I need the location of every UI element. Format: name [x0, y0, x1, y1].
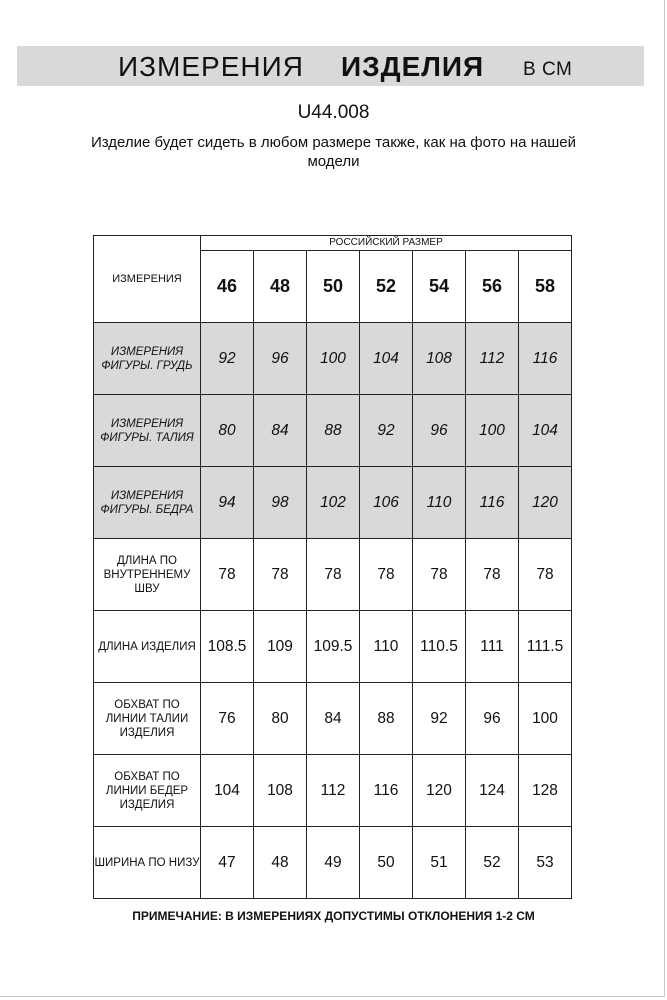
value-cell: 100 [307, 323, 360, 395]
value-cell: 110 [360, 611, 413, 683]
table-row [94, 683, 572, 755]
row-label: ИЗМЕРЕНИЯ ФИГУРЫ. БЕДРА [94, 467, 201, 539]
value-cell: 112 [307, 755, 360, 827]
fit-description: Изделие будет сидеть в любом размере также, как на фото на нашей модели [90, 134, 577, 170]
value-cell: 76 [201, 683, 254, 755]
value-cell: 88 [307, 395, 360, 467]
value-cell: 104 [201, 755, 254, 827]
table-row [94, 755, 572, 827]
value-cell: 78 [519, 539, 572, 611]
row-label: ИЗМЕРЕНИЯ ФИГУРЫ. ГРУДЬ [94, 323, 201, 395]
value-cell: 51 [413, 827, 466, 899]
row-label: ДЛИНА ПО ВНУТРЕННЕМУ ШВУ [94, 539, 201, 611]
value-cell: 104 [360, 323, 413, 395]
value-cell: 116 [466, 467, 519, 539]
value-cell: 49 [307, 827, 360, 899]
value-cell: 109 [254, 611, 307, 683]
measurements-column-header: ИЗМЕРЕНИЯ [94, 236, 201, 323]
row-label: ДЛИНА ИЗДЕЛИЯ [94, 611, 201, 683]
value-cell: 96 [466, 683, 519, 755]
value-cell: 111.5 [519, 611, 572, 683]
value-cell: 108.5 [201, 611, 254, 683]
row-label: ИЗМЕРЕНИЯ ФИГУРЫ. ТАЛИЯ [94, 395, 201, 467]
value-cell: 110.5 [413, 611, 466, 683]
table-row [94, 827, 572, 899]
value-cell: 104 [519, 395, 572, 467]
value-cell: 80 [201, 395, 254, 467]
value-cell: 106 [360, 467, 413, 539]
value-cell: 128 [519, 755, 572, 827]
value-cell: 53 [519, 827, 572, 899]
size-header-46: 46 [201, 251, 254, 323]
value-cell: 92 [201, 323, 254, 395]
size-header-58: 58 [519, 251, 572, 323]
table-row [94, 539, 572, 611]
value-cell: 48 [254, 827, 307, 899]
value-cell: 108 [254, 755, 307, 827]
value-cell: 100 [519, 683, 572, 755]
value-cell: 102 [307, 467, 360, 539]
value-cell: 120 [519, 467, 572, 539]
value-cell: 78 [413, 539, 466, 611]
size-header-56: 56 [466, 251, 519, 323]
row-label: ШИРИНА ПО НИЗУ [94, 827, 201, 899]
size-header-50: 50 [307, 251, 360, 323]
value-cell: 111 [466, 611, 519, 683]
title-word-item: ИЗДЕЛИЯ [341, 51, 485, 82]
size-table [93, 235, 572, 899]
table-row [94, 323, 572, 395]
table-row [94, 611, 572, 683]
size-group-header: РОССИЙСКИЙ РАЗМЕР [201, 236, 572, 251]
value-cell: 92 [360, 395, 413, 467]
title-word-measurements: ИЗМЕРЕНИЯ [118, 51, 304, 82]
row-label: ОБХВАТ ПО ЛИНИИ ТАЛИИ ИЗДЕЛИЯ [94, 683, 201, 755]
value-cell: 96 [413, 395, 466, 467]
value-cell: 96 [254, 323, 307, 395]
tolerance-note: ПРИМЕЧАНИЕ: В ИЗМЕРЕНИЯХ ДОПУСТИМЫ ОТКЛОНЕНИЯ 1-2 СМ [132, 909, 535, 923]
value-cell: 92 [413, 683, 466, 755]
value-cell: 78 [466, 539, 519, 611]
value-cell: 78 [201, 539, 254, 611]
value-cell: 84 [254, 395, 307, 467]
value-cell: 94 [201, 467, 254, 539]
value-cell: 78 [307, 539, 360, 611]
value-cell: 109.5 [307, 611, 360, 683]
value-cell: 47 [201, 827, 254, 899]
size-header-52: 52 [360, 251, 413, 323]
value-cell: 112 [466, 323, 519, 395]
table-row [94, 395, 572, 467]
value-cell: 108 [413, 323, 466, 395]
value-cell: 116 [519, 323, 572, 395]
value-cell: 98 [254, 467, 307, 539]
value-cell: 78 [360, 539, 413, 611]
value-cell: 80 [254, 683, 307, 755]
size-header-54: 54 [413, 251, 466, 323]
value-cell: 124 [466, 755, 519, 827]
value-cell: 120 [413, 755, 466, 827]
value-cell: 116 [360, 755, 413, 827]
table-row [94, 467, 572, 539]
value-cell: 78 [254, 539, 307, 611]
value-cell: 110 [413, 467, 466, 539]
value-cell: 88 [360, 683, 413, 755]
value-cell: 84 [307, 683, 360, 755]
value-cell: 52 [466, 827, 519, 899]
row-label: ОБХВАТ ПО ЛИНИИ БЕДЕР ИЗДЕЛИЯ [94, 755, 201, 827]
size-header-48: 48 [254, 251, 307, 323]
article-number: U44.008 [297, 102, 370, 123]
value-cell: 50 [360, 827, 413, 899]
value-cell: 100 [466, 395, 519, 467]
title-unit: В СМ [523, 59, 573, 80]
